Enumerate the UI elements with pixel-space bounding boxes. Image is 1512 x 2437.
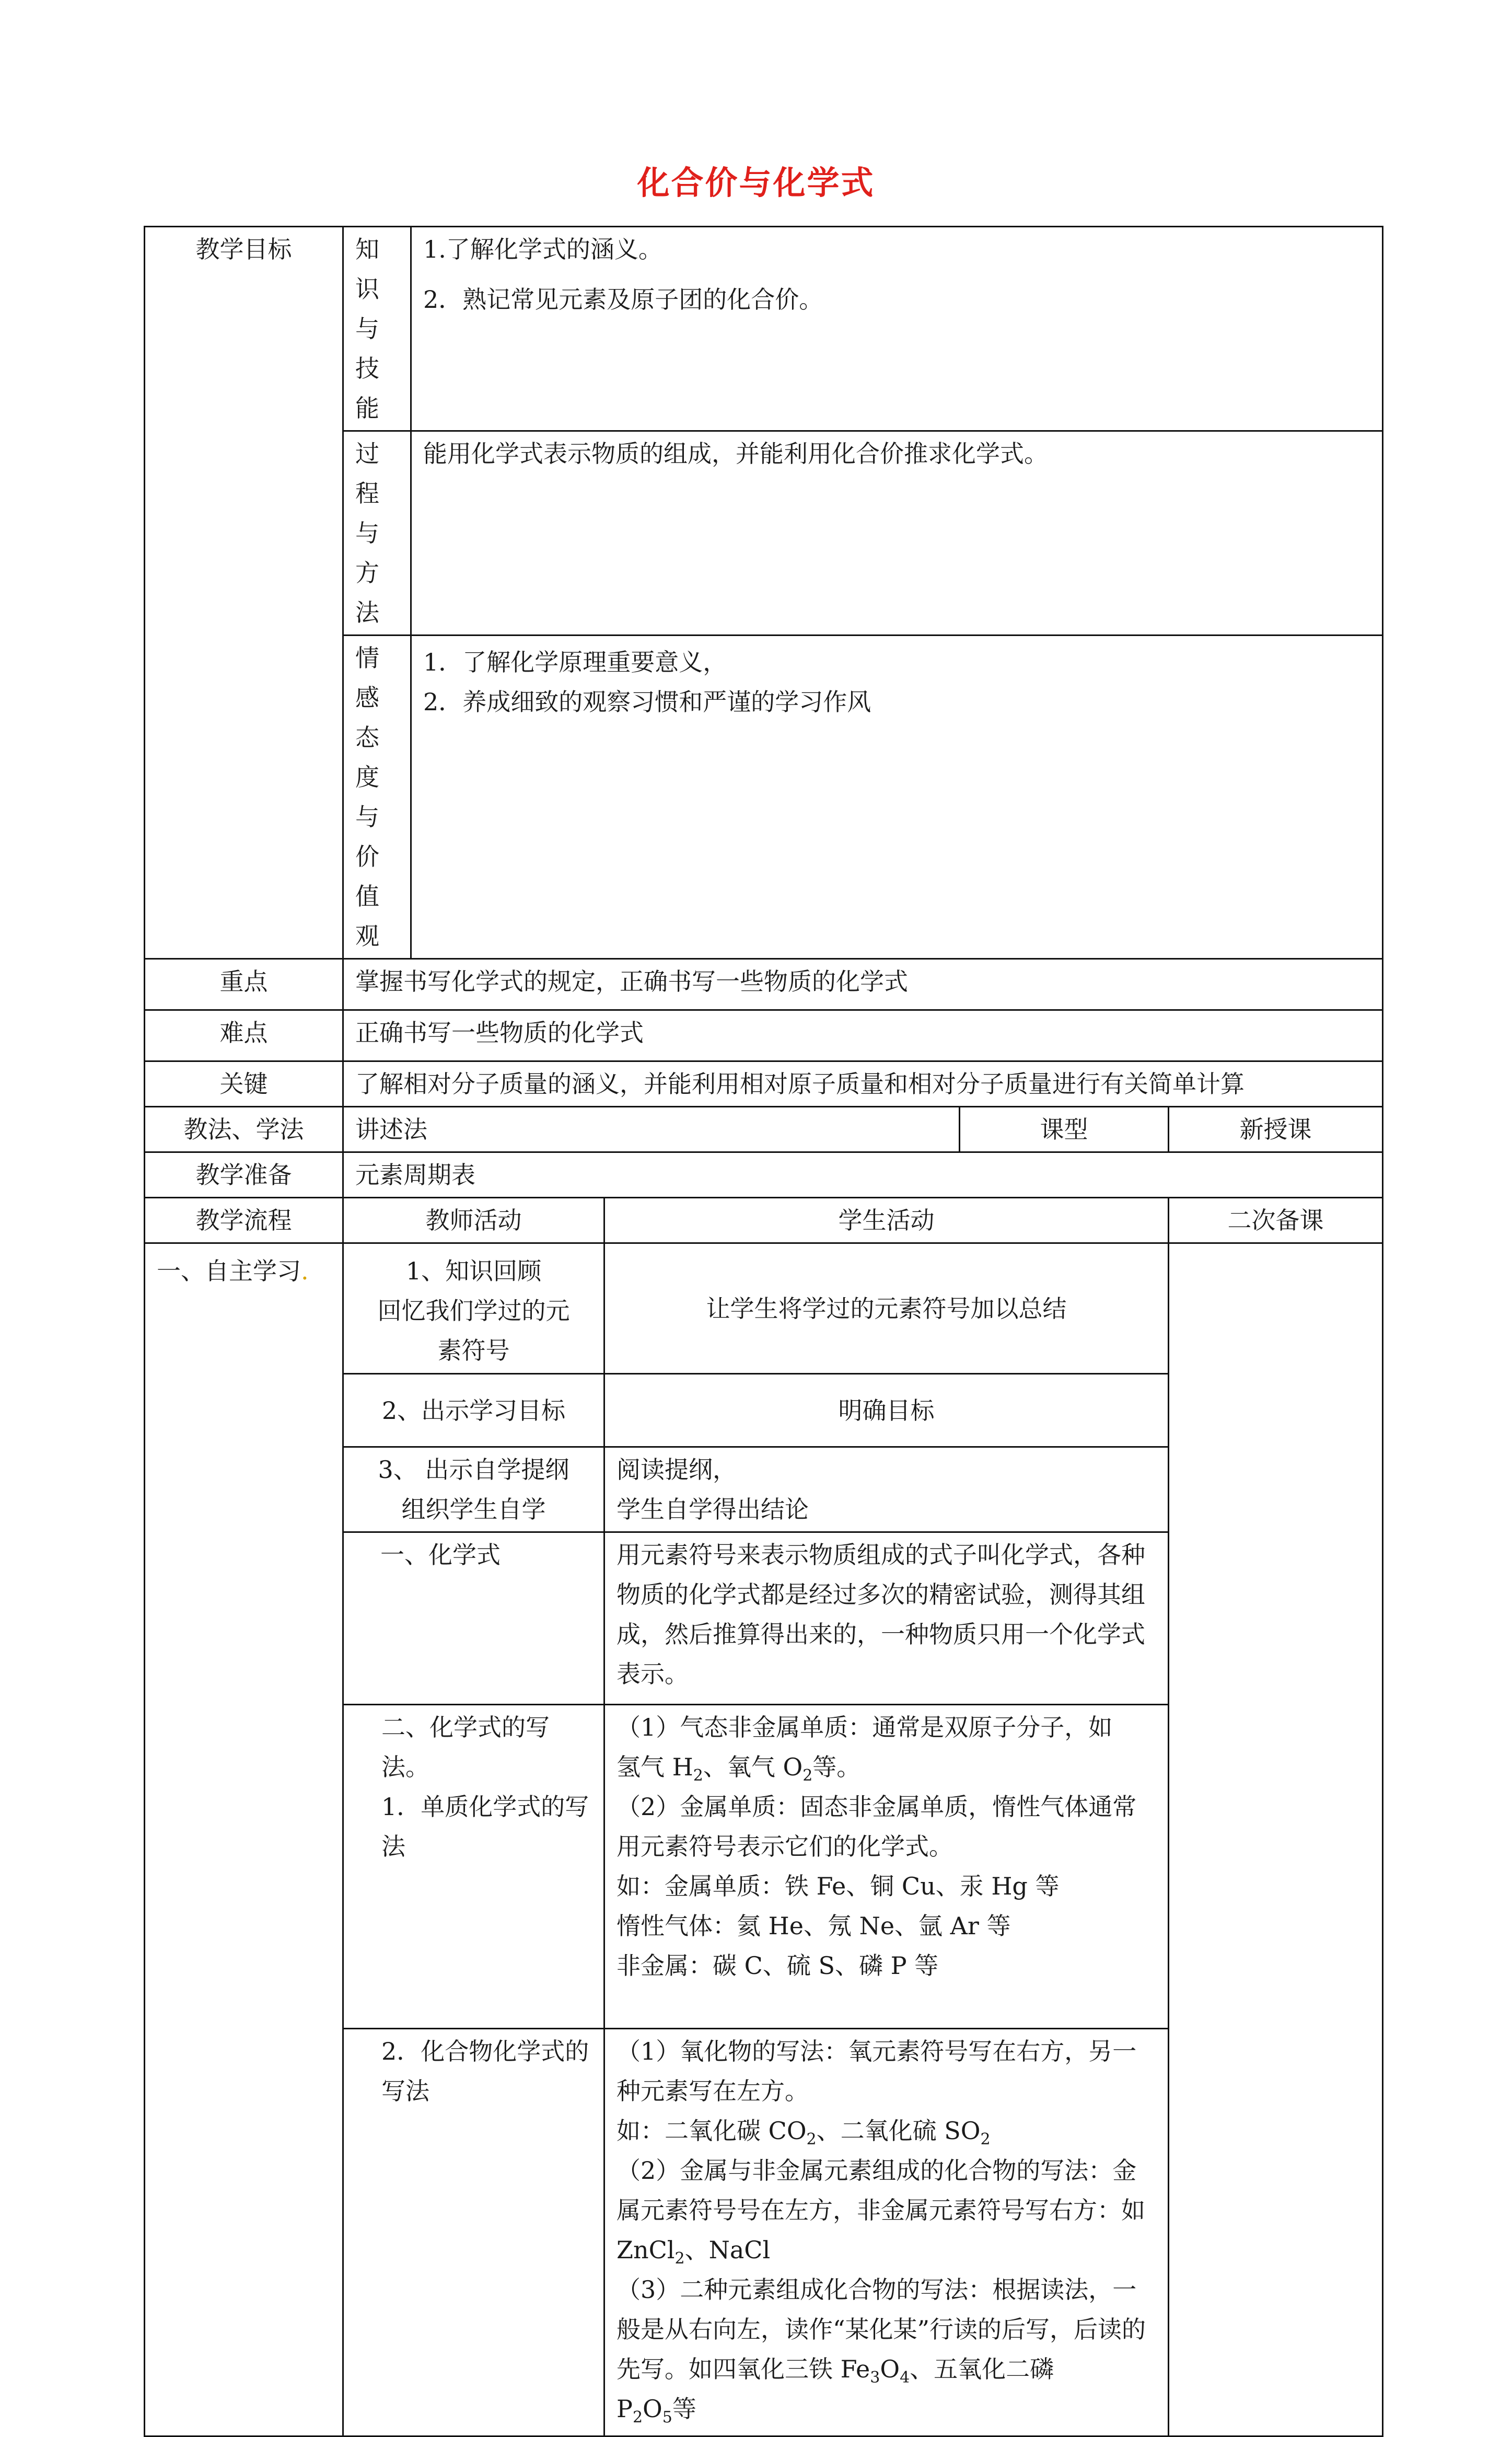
key-label: 关键 — [145, 1061, 343, 1107]
student-cell: 让学生将学过的元素符号加以总结 — [604, 1243, 1169, 1374]
teacher-cell: 1、知识回顾 回忆我们学过的元 素符号 — [343, 1243, 604, 1374]
student-cell: 明确目标 — [604, 1374, 1169, 1447]
student-cell: 阅读提纲， 学生自学得出结论 — [604, 1447, 1169, 1532]
lesson-type-label: 课型 — [960, 1107, 1169, 1152]
lesson-type-value: 新授课 — [1169, 1107, 1383, 1152]
student-header: 学生活动 — [604, 1198, 1169, 1243]
second-prep-header: 二次备课 — [1169, 1198, 1383, 1243]
prep-label: 教学准备 — [145, 1152, 343, 1198]
teacher-cell: 一、化学式 — [343, 1532, 604, 1705]
knowledge-goals: 1.了解化学式的涵义。 2．熟记常见元素及原子团的化合价。 — [411, 227, 1383, 431]
teacher-cell: 2．化合物化学式的写法 — [343, 2029, 604, 2436]
student-cell: （1）氧化物的写法：氧元素符号写在右方，另一种元素写在左方。 如：二氧化碳 $CO_2$、二氧化硫 $SO_2$ （2）金属与非金属元素组成的化合物的写法：金属元素符号号在左方，非金属元素符号写右方：如 ZnCl$_2$、NaCl （3）二种元素组成化合物的写法：根据读法，一般是从右向左，读作“某化某”行读的后写，后读的先写。如四氧化三铁 $Fe_3O_4$、五氧化二磷 $P_2O_5$等 — [604, 2029, 1169, 2436]
stage-label: 一、自主学习. — [145, 1243, 343, 2436]
lesson-plan-table — [144, 226, 1383, 2437]
prep-value: 元素周期表 — [343, 1152, 1383, 1198]
flow-header: 教学流程 — [145, 1198, 343, 1243]
teacher-cell: 2、出示学习目标 — [343, 1374, 604, 1447]
difficulty-text: 正确书写一些物质的化学式 — [343, 1010, 1383, 1061]
difficulty-label: 难点 — [145, 1010, 343, 1061]
goals-label: 教学目标 — [145, 227, 343, 959]
student-cell: 用元素符号来表示物质组成的式子叫化学式，各种物质的化学式都是经过多次的精密试验，测得其组成，然后推算得出来的，一种物质只用一个化学式表示。 — [604, 1532, 1169, 1705]
key-text: 了解相对分子质量的涵义，并能利用相对原子质量和相对分子质量进行有关简单计算 — [343, 1061, 1383, 1107]
knowledge-label: 知识与 技能 — [343, 227, 411, 431]
process-label: 过程与 方法 — [343, 431, 411, 636]
page-title: 化合价与化学式 — [637, 164, 875, 202]
teacher-cell: 二、化学式的写法。 1．单质化学式的写法 — [343, 1705, 604, 2029]
teacher-header: 教师活动 — [343, 1198, 604, 1243]
method-label: 教法、学法 — [145, 1107, 343, 1152]
emotion-label: 情感态 度与价 值观 — [343, 636, 411, 959]
student-cell: （1）气态非金属单质：通常是双原子分子，如 氢气 $H_2$、氧气 $O_2$等。 （2）金属单质：固态非金属单质，惰性气体通常用元素符号表示它们的化学式。 如：金属单质：铁 Fe、铜 Cu、汞 Hg 等 惰性气体：氦 He、氖 Ne、氩 Ar 等 非金属：碳 C、硫 S、磷 P 等 — [604, 1705, 1169, 2029]
teacher-cell: 3、 出示自学提纲 组织学生自学 — [343, 1447, 604, 1532]
key-point-text: 掌握书写化学式的规定，正确书写一些物质的化学式 — [343, 959, 1383, 1010]
process-goals: 能用化学式表示物质的组成，并能利用化合价推求化学式。 — [411, 431, 1383, 636]
second-prep-cell — [1169, 1243, 1383, 2436]
key-point-label: 重点 — [145, 959, 343, 1010]
emotion-goals: 1．了解化学原理重要意义， 2．养成细致的观察习惯和严谨的学习作风 — [411, 636, 1383, 959]
method-value: 讲述法 — [343, 1107, 960, 1152]
